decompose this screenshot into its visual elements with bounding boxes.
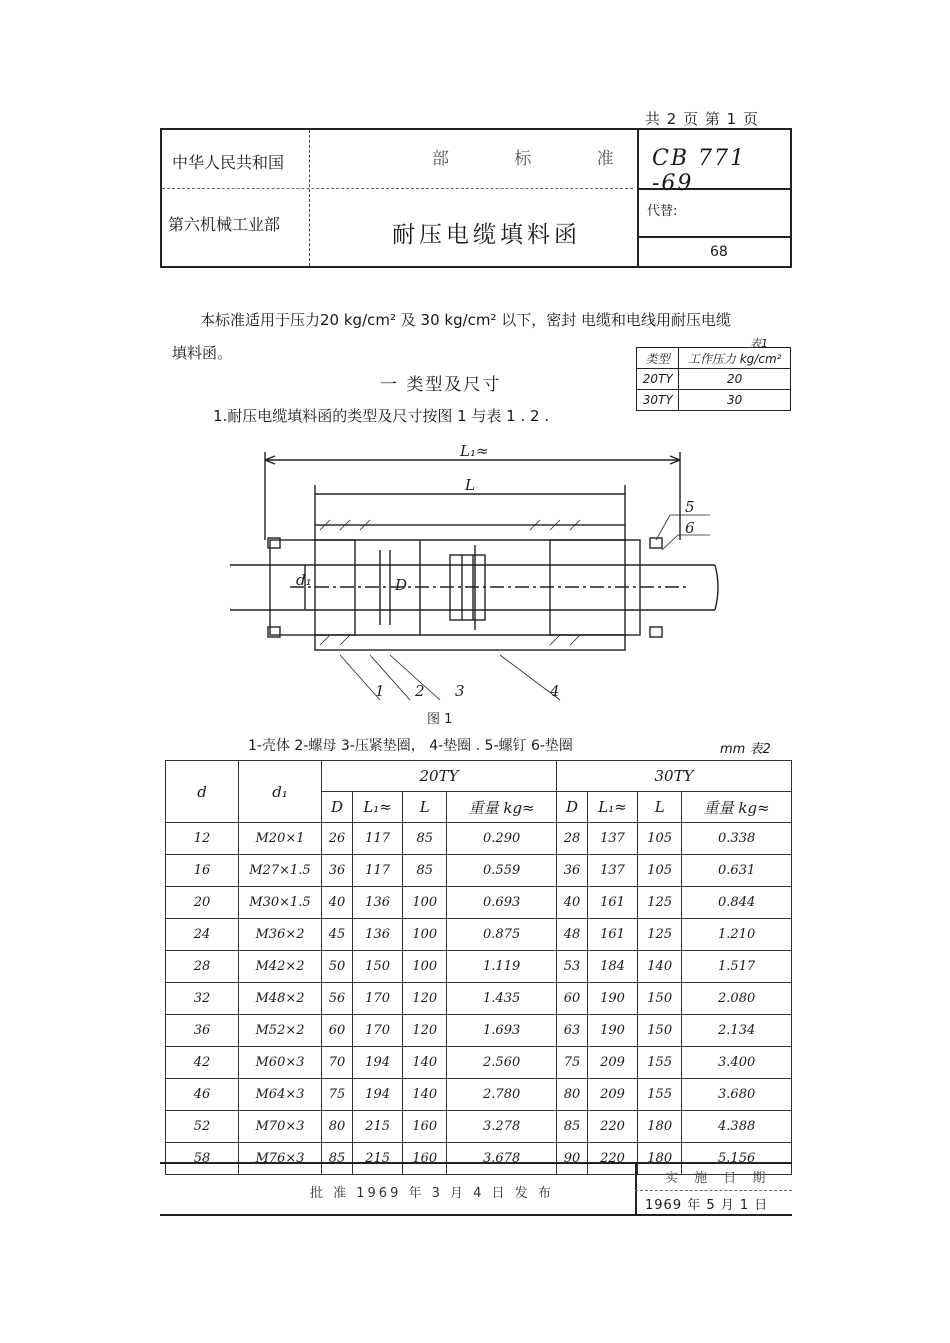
table-row [166, 1015, 792, 1047]
table-cell: 2.080 [682, 983, 792, 1015]
table-row [166, 983, 792, 1015]
table-cell: M64×3 [239, 1079, 322, 1111]
col-header-L1: L₁≈ [588, 792, 638, 823]
table-cell: 100 [403, 951, 447, 983]
table-cell: 46 [166, 1079, 239, 1111]
part-number-label: 3 [455, 682, 465, 700]
table-cell: 56 [322, 983, 353, 1015]
table-cell: 3.400 [682, 1047, 792, 1079]
table-cell: 85 [403, 855, 447, 887]
table-cell: M76×3 [239, 1143, 322, 1175]
table-row [166, 919, 792, 951]
table-cell: 1.210 [682, 919, 792, 951]
table-cell: M36×2 [239, 919, 322, 951]
table-cell: M70×3 [239, 1111, 322, 1143]
table1-cell: 20 [679, 369, 791, 390]
class-number: 68 [710, 244, 728, 260]
table-cell: 215 [353, 1143, 403, 1175]
table1-cell: 20TY [637, 369, 679, 390]
table1-cell: 30TY [637, 390, 679, 411]
table-cell: 117 [353, 855, 403, 887]
table-cell: 150 [638, 1015, 682, 1047]
table-cell: 20 [166, 887, 239, 919]
dimensions-table [165, 760, 792, 1175]
table-cell: 161 [588, 919, 638, 951]
table-cell: 220 [588, 1143, 638, 1175]
table-cell: 161 [588, 887, 638, 919]
table-cell: 150 [353, 951, 403, 983]
group-header-30ty: 30TY [556, 761, 791, 792]
table-cell: 1.119 [447, 951, 557, 983]
table-cell: 209 [588, 1047, 638, 1079]
table-cell: 60 [556, 983, 587, 1015]
table-cell: 160 [403, 1111, 447, 1143]
table-cell: 140 [638, 951, 682, 983]
col-header-weight: 重量 kg≈ [682, 792, 792, 823]
table-cell: 220 [588, 1111, 638, 1143]
table-cell: 0.631 [682, 855, 792, 887]
table-cell: M60×3 [239, 1047, 322, 1079]
table-cell: 4.388 [682, 1111, 792, 1143]
col-header-D: D [322, 792, 353, 823]
table-cell: 36 [556, 855, 587, 887]
table-cell: 140 [403, 1079, 447, 1111]
col-header-L1: L₁≈ [353, 792, 403, 823]
table-cell: 42 [166, 1047, 239, 1079]
table-cell: 2.780 [447, 1079, 557, 1111]
replaces-label: 代替: [647, 204, 678, 219]
table-cell: 85 [556, 1111, 587, 1143]
table-cell: 215 [353, 1111, 403, 1143]
table-cell: 125 [638, 887, 682, 919]
table-cell: 85 [322, 1143, 353, 1175]
table-cell: 12 [166, 823, 239, 855]
ministry-name: 第六机械工业部 [168, 215, 281, 234]
dimensions-table-body [166, 823, 792, 1175]
table-cell: 184 [588, 951, 638, 983]
table-cell: 100 [403, 887, 447, 919]
col-header-d1: d₁ [239, 761, 322, 823]
table-cell: 24 [166, 919, 239, 951]
table-cell: 63 [556, 1015, 587, 1047]
table-cell: 28 [556, 823, 587, 855]
table-cell: M27×1.5 [239, 855, 322, 887]
table-cell: 155 [638, 1047, 682, 1079]
table-cell: 28 [166, 951, 239, 983]
table2-label: 表2 [749, 742, 771, 757]
table-cell: 80 [556, 1079, 587, 1111]
intro-line-1: 本标准适用于压力20 kg/cm² 及 30 kg/cm² 以下，密封 电缆和电线用耐压电缆 [200, 311, 732, 329]
table-row [166, 855, 792, 887]
table-cell: M30×1.5 [239, 887, 322, 919]
figure-label: 图 1 [427, 712, 453, 727]
table-cell: 75 [322, 1079, 353, 1111]
table-cell: 1.435 [447, 983, 557, 1015]
table-row [166, 1047, 792, 1079]
part-number-label: 2 [415, 682, 425, 700]
table-cell: 53 [556, 951, 587, 983]
part-number-label: 5 [685, 498, 695, 516]
country-name: 中华人民共和国 [172, 153, 285, 172]
dim-D-label: D [395, 576, 408, 594]
dim-L1-label: L₁≈ [460, 442, 489, 460]
table2-caption [720, 738, 771, 757]
table-cell: 75 [556, 1047, 587, 1079]
col-header-weight: 重量 kg≈ [447, 792, 557, 823]
table-cell: 0.338 [682, 823, 792, 855]
dim-L-label: L [465, 476, 475, 494]
table-cell: 50 [322, 951, 353, 983]
table-cell: 60 [322, 1015, 353, 1047]
table-cell: 160 [403, 1143, 447, 1175]
table-cell: 120 [403, 1015, 447, 1047]
table-cell: 1.517 [682, 951, 792, 983]
table-cell: 0.844 [682, 887, 792, 919]
table-cell: 3.680 [682, 1079, 792, 1111]
table1-header-type: 类型 [637, 348, 679, 369]
table-cell: 190 [588, 983, 638, 1015]
table-cell: 0.290 [447, 823, 557, 855]
table-cell: M42×2 [239, 951, 322, 983]
table-cell: 40 [556, 887, 587, 919]
col-header-d: d [166, 761, 239, 823]
table-cell: M48×2 [239, 983, 322, 1015]
table-cell: 194 [353, 1047, 403, 1079]
dim-d1-label: d₁ [296, 571, 312, 589]
table-cell: M20×1 [239, 823, 322, 855]
table-cell: M52×2 [239, 1015, 322, 1047]
table-cell: 125 [638, 919, 682, 951]
standard-type: 部 标 准 [432, 149, 644, 169]
table-cell: 0.875 [447, 919, 557, 951]
clause-1: 1.耐压电缆填料函的类型及尺寸按图 1 与表 1 . 2 . [213, 407, 550, 425]
table-cell: 105 [638, 855, 682, 887]
standard-number: CB 771 -69 [652, 146, 746, 196]
implementation-label: 实 施 日 期 [665, 1171, 772, 1186]
footer-block [160, 1162, 792, 1216]
table-cell: 170 [353, 1015, 403, 1047]
table-cell: 80 [322, 1111, 353, 1143]
table-cell: 209 [588, 1079, 638, 1111]
table-cell: 117 [353, 823, 403, 855]
table-cell: 3.678 [447, 1143, 557, 1175]
table-cell: 52 [166, 1111, 239, 1143]
table-cell: 58 [166, 1143, 239, 1175]
table-cell: 2.134 [682, 1015, 792, 1047]
table-cell: 136 [353, 919, 403, 951]
table-cell: 136 [353, 887, 403, 919]
table-cell: 2.560 [447, 1047, 557, 1079]
table-cell: 105 [638, 823, 682, 855]
table-cell: 100 [403, 919, 447, 951]
table-cell: 150 [638, 983, 682, 1015]
table-cell: 155 [638, 1079, 682, 1111]
col-header-L: L [403, 792, 447, 823]
assembly-drawing [230, 440, 750, 710]
table-cell: 120 [403, 983, 447, 1015]
section-title: 一 类型及尺寸 [380, 375, 502, 395]
table-cell: 85 [403, 823, 447, 855]
table1-cell: 30 [679, 390, 791, 411]
table-cell: 26 [322, 823, 353, 855]
table1-header-pressure: 工作压力 kg/cm² [679, 348, 791, 369]
table1-types [636, 347, 791, 411]
part-number-label: 6 [685, 519, 695, 537]
table-cell: 137 [588, 855, 638, 887]
table-cell: 194 [353, 1079, 403, 1111]
table-cell: 140 [403, 1047, 447, 1079]
col-header-D: D [556, 792, 587, 823]
table-cell: 0.559 [447, 855, 557, 887]
table-cell: 5.156 [682, 1143, 792, 1175]
part-number-label: 4 [550, 682, 560, 700]
standard-header [160, 128, 792, 268]
table-row [166, 1111, 792, 1143]
table-cell: 3.278 [447, 1111, 557, 1143]
table-cell: 36 [166, 1015, 239, 1047]
table-cell: 137 [588, 823, 638, 855]
document-title: 耐压电缆填料函 [392, 222, 581, 248]
table-cell: 40 [322, 887, 353, 919]
table-row [166, 823, 792, 855]
table-cell: 180 [638, 1111, 682, 1143]
table-row [166, 887, 792, 919]
table-cell: 70 [322, 1047, 353, 1079]
figure-legend: 1-壳体 2-螺母 3-压紧垫圈， 4-垫圈 . 5-螺钉 6-垫圈 [248, 738, 573, 754]
table-row [166, 951, 792, 983]
table2-unit: mm [720, 742, 746, 757]
page-number-info: 共 2 页 第 1 页 [645, 110, 759, 128]
table-cell: 36 [322, 855, 353, 887]
part-number-label: 1 [375, 682, 385, 700]
table-cell: 180 [638, 1143, 682, 1175]
table-cell: 1.693 [447, 1015, 557, 1047]
issue-date: 批 准 1969 年 3 月 4 日 发 布 [310, 1186, 554, 1201]
table-cell: 16 [166, 855, 239, 887]
table-row [166, 1079, 792, 1111]
group-header-20ty: 20TY [322, 761, 557, 792]
table-cell: 32 [166, 983, 239, 1015]
intro-line-2: 填料函。 [172, 344, 233, 362]
implementation-date: 1969 年 5 月 1 日 [645, 1198, 769, 1213]
table-cell: 0.693 [447, 887, 557, 919]
table-cell: 170 [353, 983, 403, 1015]
table1-caption: 表1 [750, 337, 768, 350]
col-header-L: L [638, 792, 682, 823]
table-cell: 45 [322, 919, 353, 951]
table-cell: 48 [556, 919, 587, 951]
table-cell: 190 [588, 1015, 638, 1047]
table-cell: 90 [556, 1143, 587, 1175]
